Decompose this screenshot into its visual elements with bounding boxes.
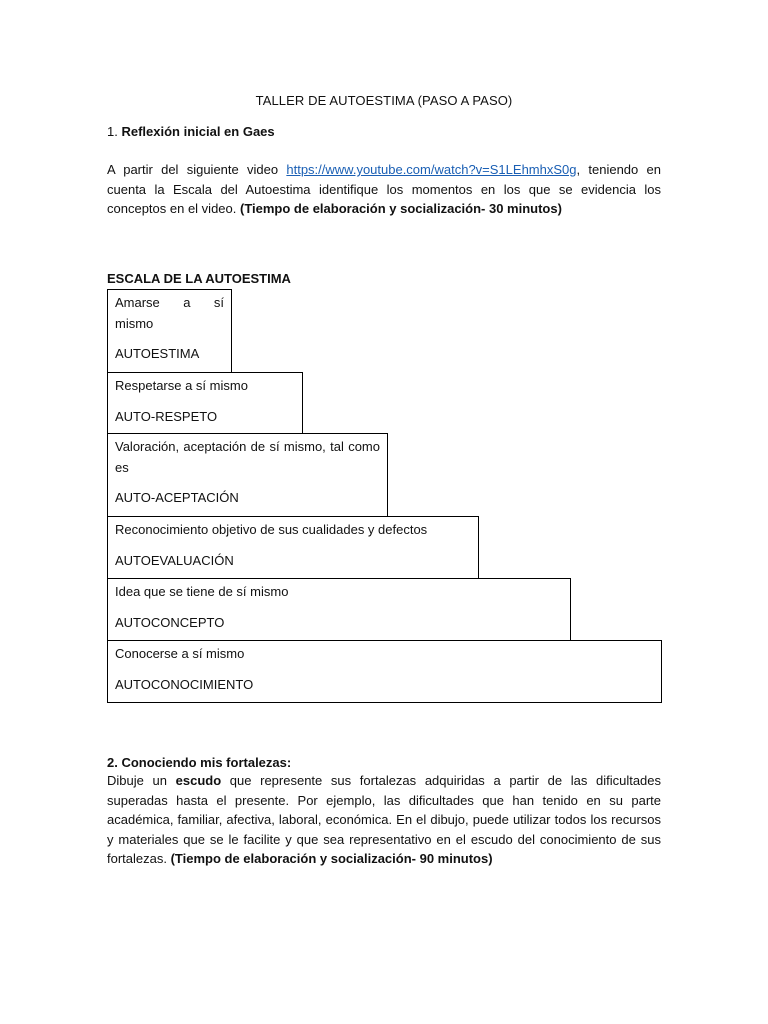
section-2-text-start: Dibuje un bbox=[107, 773, 176, 788]
step-description: Conocerse a sí mismo bbox=[115, 646, 245, 661]
scale-step-autoconocimiento bbox=[107, 640, 662, 703]
document-title: TALLER DE AUTOESTIMA (PASO A PASO) bbox=[255, 93, 513, 108]
step-description: Amarse a sí mismo bbox=[115, 295, 224, 331]
section-1-time-note: (Tiempo de elaboración y socialización- 30 minutos) bbox=[239, 201, 562, 216]
scale-step-auto-aceptacion bbox=[107, 433, 388, 517]
step-name: AUTO-RESPETO bbox=[115, 409, 218, 424]
scale-heading: ESCALA DE LA AUTOESTIMA bbox=[107, 271, 291, 286]
youtube-link[interactable]: https://www.youtube.com/watch?v=S1LEhmhxS0g bbox=[286, 162, 577, 177]
section-2-paragraph bbox=[107, 771, 661, 869]
step-name: AUTOCONCEPTO bbox=[115, 615, 225, 630]
section-1-heading bbox=[107, 124, 275, 139]
section-2-text-rest: que represente sus fortalezas adquiridas a partir de las dificultades superadas hasta el presente. Por ejemplo, las dificultades que han tenido en su parte académica, familiar, afectiva, laboral, económica. En el dibujo, puede utilizar todos los recursos y materiales que se le facilite y que sea representativo en el escudo del conocimiento de sus fortalezas. bbox=[107, 773, 662, 866]
step-name: AUTOESTIMA bbox=[115, 346, 200, 361]
section-2-heading bbox=[107, 755, 291, 770]
step-name: AUTOCONOCIMIENTO bbox=[115, 677, 254, 692]
scale-step-autoconcepto bbox=[107, 578, 571, 641]
step-description: Idea que se tiene de sí mismo bbox=[115, 584, 289, 599]
section-2-title: 2. Conociendo mis fortalezas: bbox=[107, 755, 292, 770]
step-name: AUTOEVALUACIÓN bbox=[115, 553, 234, 568]
section-1-title: Reflexión inicial en Gaes bbox=[121, 124, 275, 139]
section-2-emphasis: escudo bbox=[175, 773, 222, 788]
scale-step-auto-respeto bbox=[107, 372, 303, 434]
section-1-paragraph bbox=[107, 160, 661, 219]
step-description: Reconocimiento objetivo de sus cualidades y defectos bbox=[115, 522, 428, 537]
section-1-text-start: A partir del siguiente video bbox=[107, 162, 287, 177]
step-description: Valoración, aceptación de sí mismo, tal como es bbox=[115, 439, 380, 475]
step-name: AUTO-ACEPTACIÓN bbox=[115, 490, 239, 505]
section-1-text-rest: , teniendo en cuenta la Escala del Autoestima identifique los momentos en los que se evidencia los conceptos en el video. bbox=[107, 162, 661, 216]
section-2-time-note: (Tiempo de elaboración y socialización- 90 minutos) bbox=[170, 851, 493, 866]
step-description: Respetarse a sí mismo bbox=[115, 378, 248, 393]
scale-step-autoevaluacion bbox=[107, 516, 479, 579]
scale-step-autoestima bbox=[107, 289, 232, 373]
section-1-number: 1. bbox=[107, 124, 118, 139]
